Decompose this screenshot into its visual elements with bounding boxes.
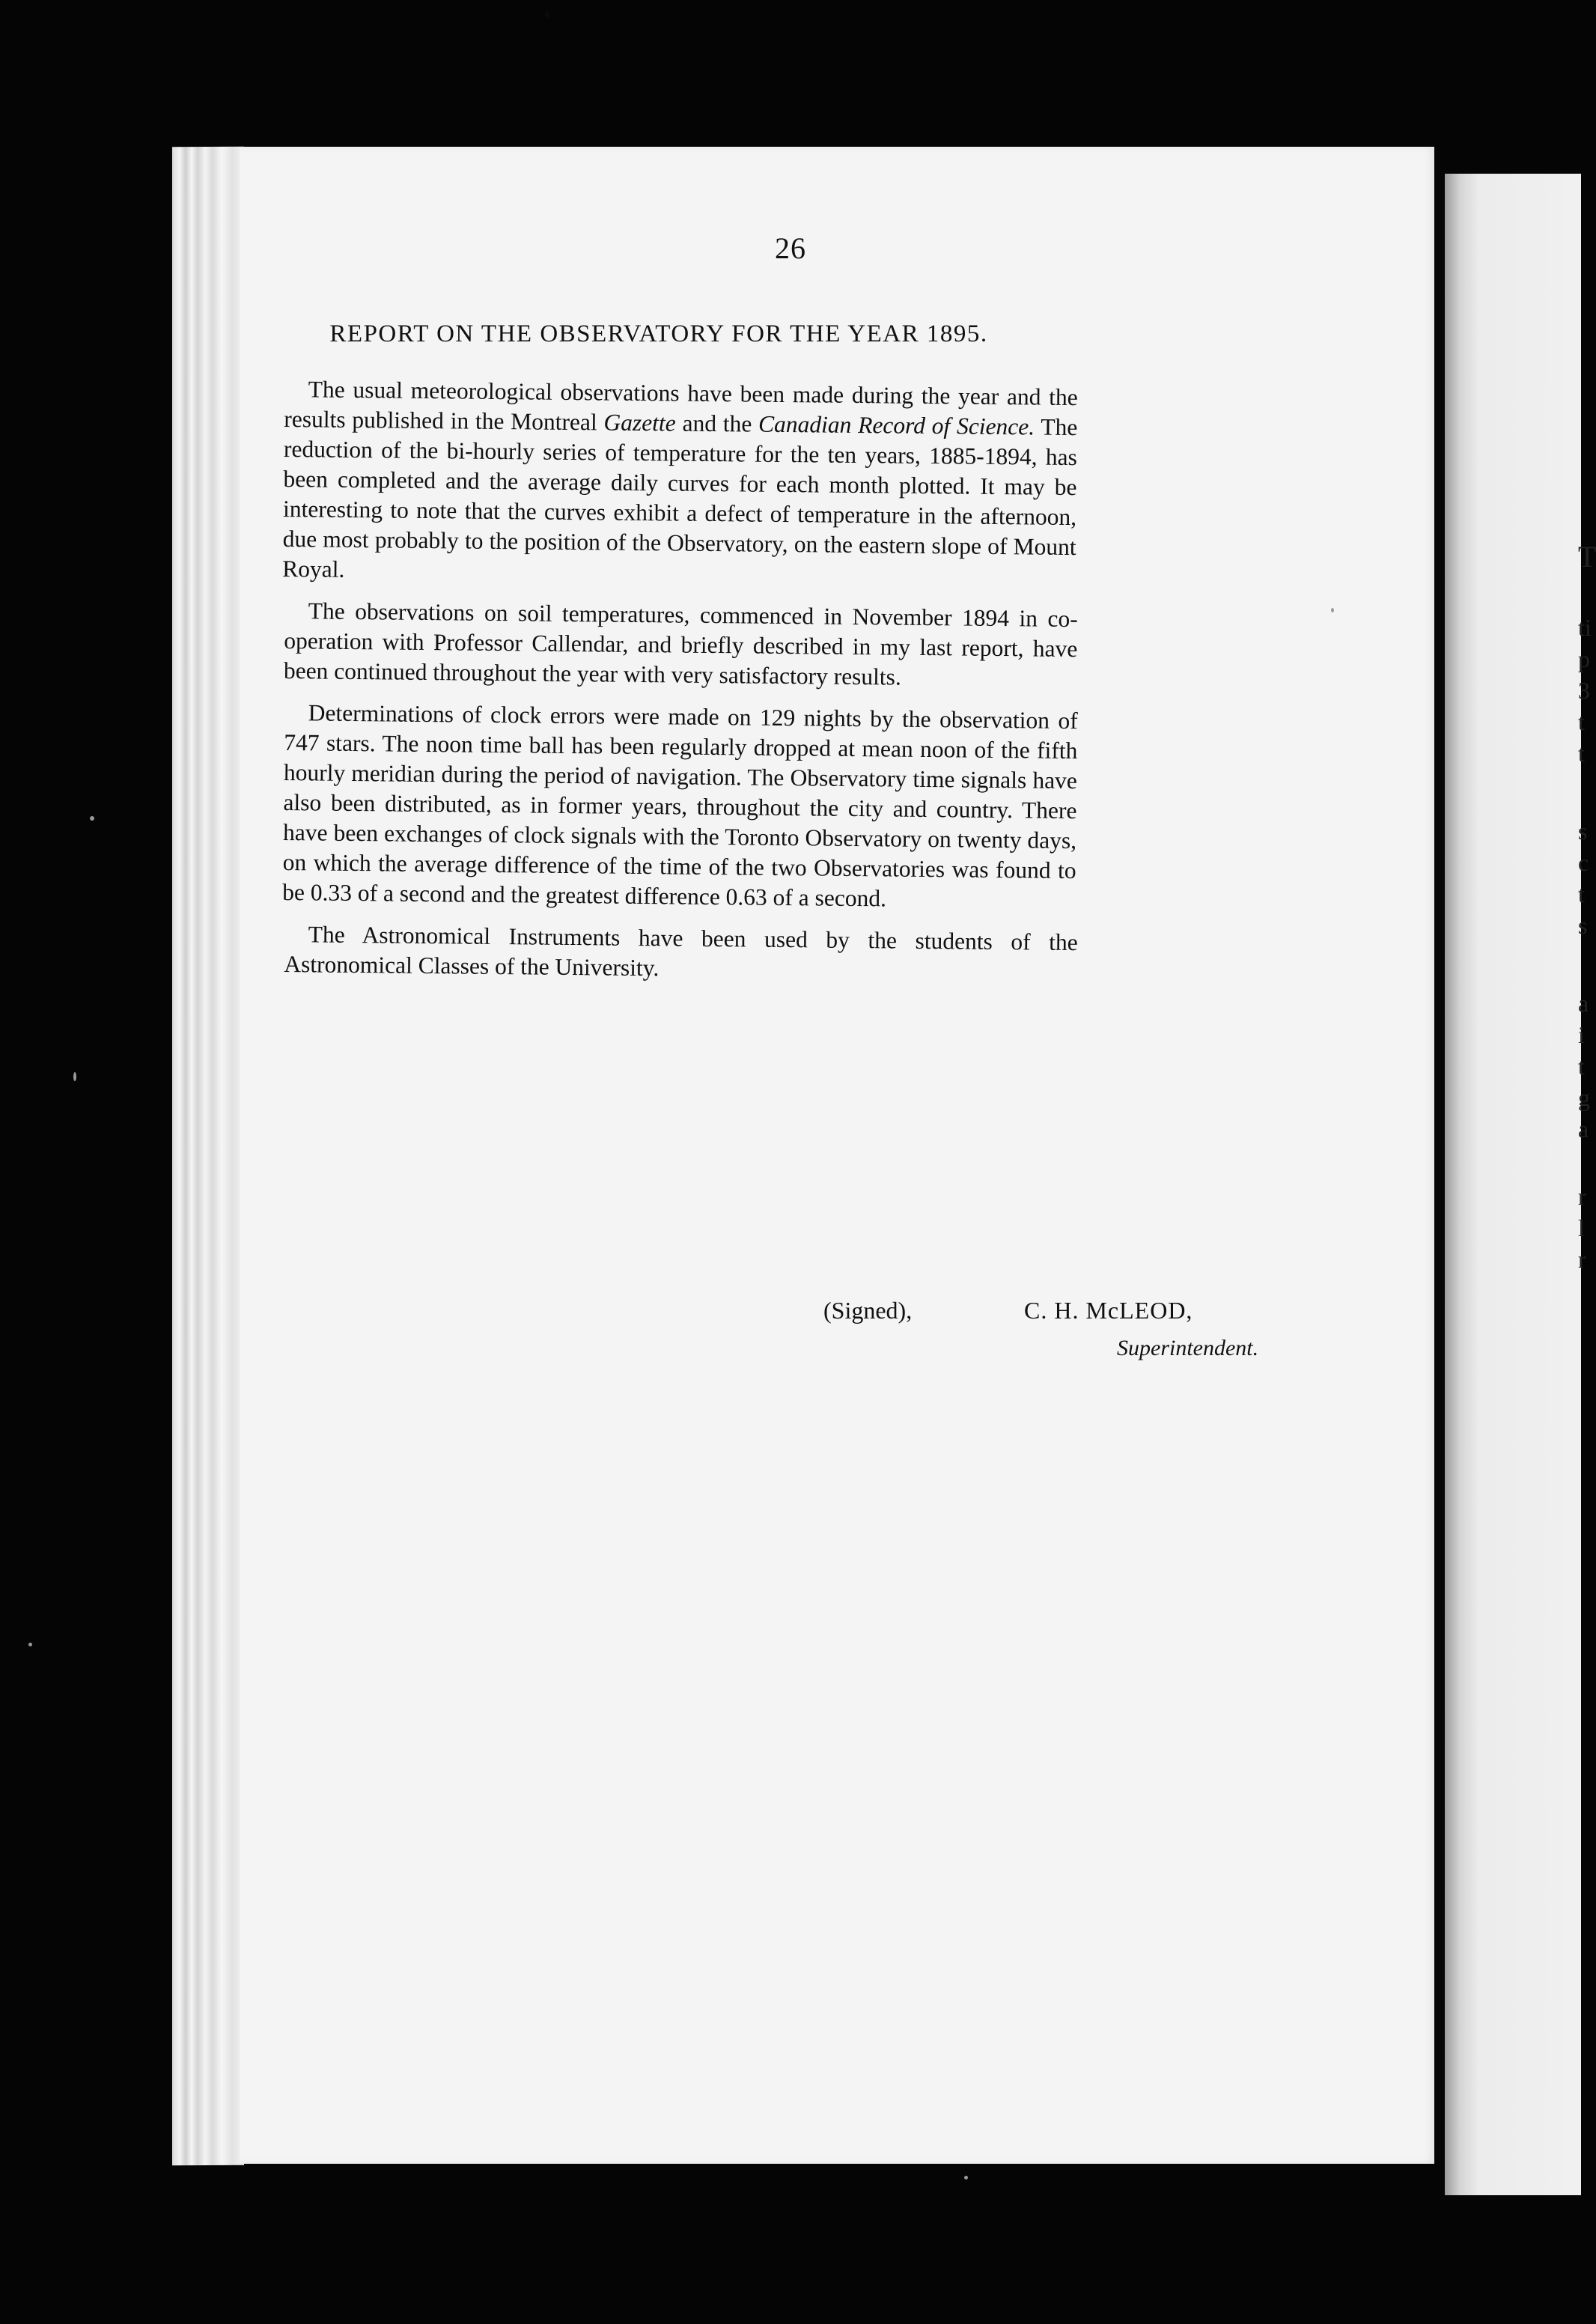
facing-page-glyph: s bbox=[1578, 818, 1588, 845]
facing-page-glyph: p bbox=[1578, 645, 1590, 672]
paragraph-text: The usual meteorological observations have been made during the year and the results published in the Montreal bbox=[284, 376, 1078, 436]
facing-page-glyph: r bbox=[1578, 1183, 1586, 1210]
italic-publication: Gazette bbox=[603, 409, 676, 436]
signatory-name: C. H. McLEOD, bbox=[1024, 1297, 1193, 1324]
signatory-role: Superintendent. bbox=[1117, 1336, 1259, 1360]
facing-page-glyph: t bbox=[1578, 708, 1585, 735]
paragraph-soil-temperatures: The observations on soil temperatures, commenced in November 1894 in co-operation with Professor Callendar, and briefly described in my last report, have been continued throughout the year with very satisfactory results. bbox=[283, 597, 1078, 690]
facing-page-glyph: ti bbox=[1578, 614, 1592, 641]
facing-page-glyph: t bbox=[1578, 880, 1585, 907]
page-number: 26 bbox=[775, 231, 806, 265]
scan-speck bbox=[964, 2176, 968, 2179]
scan-speck bbox=[90, 816, 94, 821]
facing-page-glyph: t bbox=[1578, 1053, 1585, 1080]
paragraph-text: The reduction of the bi-hourly series of temperature for the ten years, 1885-1894, has been completed and the average daily curves for each month plotted. It may be interesting to note that the curves exhibit a defect of temperature in the afternoon, due most probably to the position of the Observatory, on the eastern slope of Mount Royal. bbox=[282, 413, 1078, 582]
facing-page-glyph: 3 bbox=[1578, 677, 1590, 704]
paragraph-clock-errors: Determinations of clock errors were made on 129 nights by the observation of 747 stars. The noon time ball has been regularly dropped at mean noon of the fifth hourly meridian during the period of navigation. The Observatory time signals have also been distributed, as in former years, throughout the city and country. There have been exchanges of clock signals with the Toronto Observatory on twenty days, on which the average difference of the time of the two Observatories was found to be 0.33 of a second and the greatest difference 0.63 of a second. bbox=[282, 699, 1078, 912]
facing-page-glyph: c bbox=[1578, 849, 1589, 876]
italic-publication: Canadian Record of Science. bbox=[758, 410, 1035, 440]
scan-speck bbox=[545, 10, 549, 18]
facing-page-glyph: i bbox=[1578, 1021, 1585, 1048]
facing-page-edge bbox=[1445, 174, 1596, 2195]
scan-speck bbox=[28, 1643, 32, 1646]
scan-speck bbox=[73, 1072, 76, 1081]
page-edge-stack bbox=[172, 147, 244, 2166]
facing-page-glyph: a bbox=[1578, 1116, 1589, 1143]
report-body bbox=[284, 374, 1078, 991]
scan-speck bbox=[1331, 608, 1334, 612]
facing-page-glyph: s bbox=[1578, 912, 1588, 939]
facing-page-glyph: l bbox=[1578, 1214, 1585, 1241]
facing-page-glyph: r bbox=[1578, 1246, 1586, 1273]
facing-page-glyph: T bbox=[1578, 540, 1596, 574]
report-title: REPORT ON THE OBSERVATORY FOR THE YEAR 1895. bbox=[329, 320, 988, 347]
facing-page-glyph: t bbox=[1578, 740, 1585, 767]
paragraph-text: and the bbox=[675, 410, 759, 437]
facing-page-glyph: g bbox=[1578, 1084, 1590, 1111]
signed-label: (Signed), bbox=[823, 1297, 913, 1324]
facing-page-glyph: a bbox=[1578, 990, 1589, 1017]
paragraph-meteorological bbox=[282, 374, 1078, 592]
paragraph-instruments: The Astronomical Instruments have been used by the students of the Astronomical Classes of the University. bbox=[284, 921, 1078, 982]
